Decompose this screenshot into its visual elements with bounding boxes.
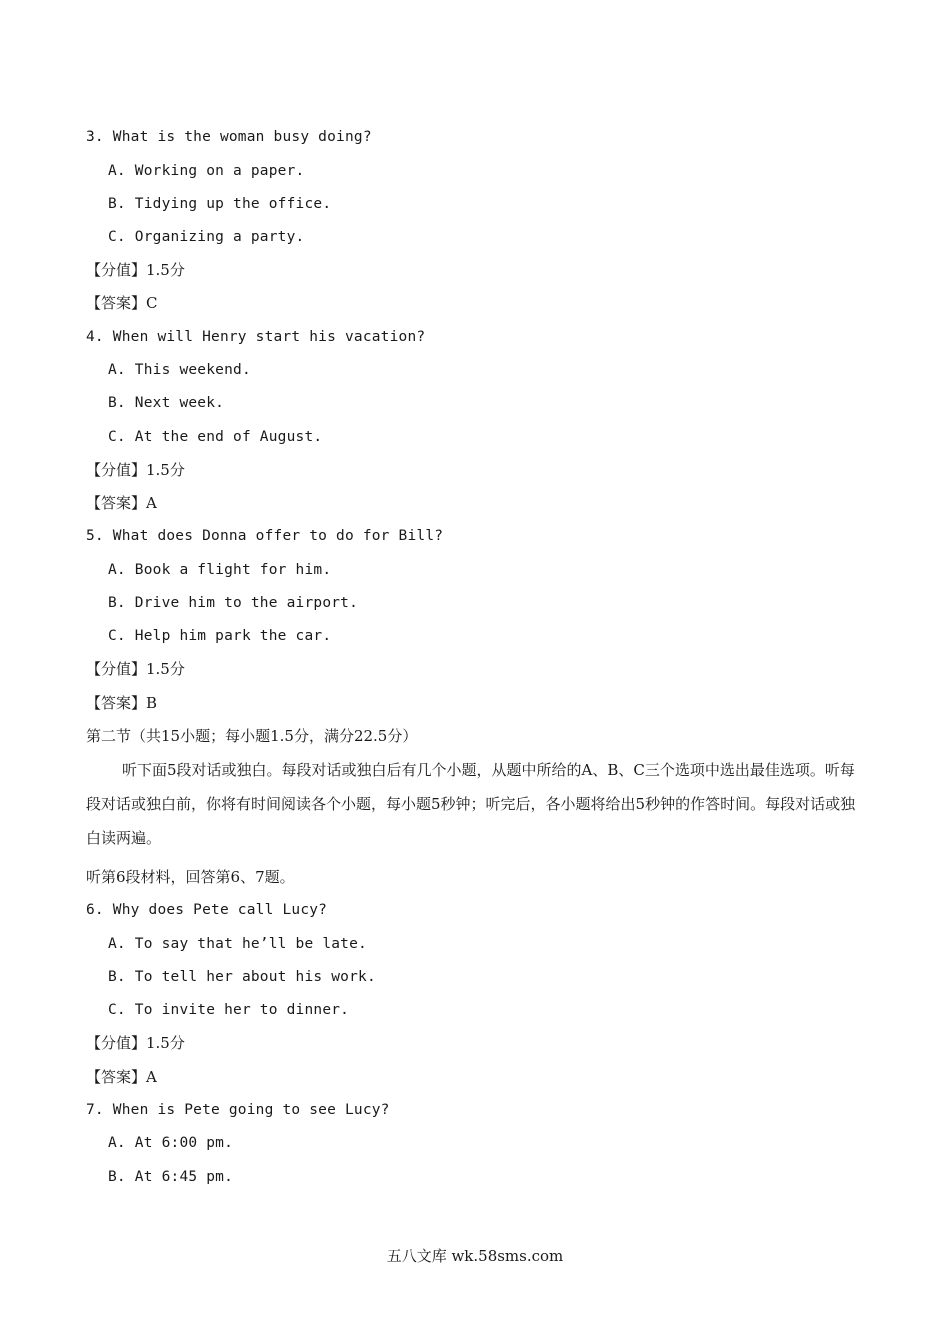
question-6: 6. Why does Pete call Lucy?	[86, 902, 328, 918]
question-5-option-c: C. Help him park the car.	[108, 628, 332, 644]
question-6-option-c: C. To invite her to dinner.	[108, 1002, 350, 1018]
question-7-option-b: B. At 6:45 pm.	[108, 1169, 234, 1185]
section-2-heading: 第二节（共15小题；每小题1.5分，满分22.5分）	[86, 727, 418, 745]
question-6-score: 【分值】1.5分	[86, 1034, 185, 1052]
question-4-answer: 【答案】A	[86, 494, 157, 512]
question-3-score: 【分值】1.5分	[86, 261, 185, 279]
question-3-answer: 【答案】C	[86, 294, 158, 312]
question-4-option-b: B. Next week.	[108, 395, 225, 411]
section-2-instructions: 听下面5段对话或独白。每段对话或独白后有几个小题，从题中所给的A、B、C三个选项中选出最佳选项。听每段对话或独白前，你将有时间阅读各个小题，每小题5秒钟；听完后，各小题将给出5秒钟的作答时间。每段对话或独白读两遍。	[86, 761, 856, 847]
question-5: 5. What does Donna offer to do for Bill?	[86, 528, 444, 544]
question-4-option-a: A. This weekend.	[108, 362, 251, 378]
question-6-option-b: B. To tell her about his work.	[108, 969, 376, 985]
material-note: 听第6段材料，回答第6、7题。	[86, 868, 295, 886]
question-3-option-c: C. Organizing a party.	[108, 229, 305, 245]
page-footer-watermark: 五八文库 wk.58sms.com	[386, 1247, 564, 1265]
question-3-option-a: A. Working on a paper.	[108, 163, 305, 179]
question-7: 7. When is Pete going to see Lucy?	[86, 1102, 390, 1118]
question-5-option-a: A. Book a flight for him.	[108, 562, 332, 578]
question-4-option-c: C. At the end of August.	[108, 429, 323, 445]
question-5-answer: 【答案】B	[86, 694, 158, 712]
question-4-score: 【分值】1.5分	[86, 461, 185, 479]
question-3: 3. What is the woman busy doing?	[86, 129, 372, 145]
question-5-score: 【分值】1.5分	[86, 660, 185, 678]
question-7-option-a: A. At 6:00 pm.	[108, 1135, 234, 1151]
question-3-option-b: B. Tidying up the office.	[108, 196, 332, 212]
question-6-option-a: A. To say that he’ll be late.	[108, 936, 367, 952]
question-5-option-b: B. Drive him to the airport.	[108, 595, 359, 611]
question-6-answer: 【答案】A	[86, 1068, 157, 1086]
question-4: 4. When will Henry start his vacation?	[86, 329, 426, 345]
